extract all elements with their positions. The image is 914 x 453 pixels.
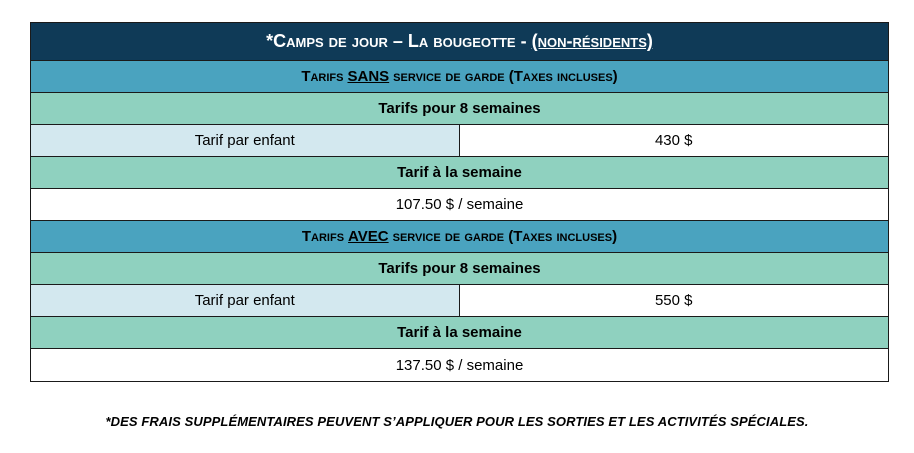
section-suffix: service de garde (Taxes incluses) <box>393 68 618 85</box>
weekly-value: 137.50 $ / semaine <box>395 356 524 374</box>
weekly-header <box>31 317 888 349</box>
rate-value: 430 $ <box>460 125 889 156</box>
period-header <box>31 93 888 125</box>
section-keyword: SANS <box>347 68 390 85</box>
section-prefix: Tarifs <box>301 68 344 85</box>
table-title <box>31 23 888 61</box>
section-keyword: AVEC <box>348 228 389 245</box>
section-header-with-daycare <box>31 221 888 253</box>
rate-row <box>31 125 888 157</box>
section-header-without-daycare <box>31 61 888 93</box>
rate-label: Tarif par enfant <box>31 285 460 316</box>
rate-value: 550 $ <box>460 285 889 316</box>
section-prefix: Tarifs <box>301 228 345 245</box>
period-header <box>31 253 888 285</box>
title-residency: (non-résidents) <box>531 31 653 51</box>
weekly-value: 107.50 $ / semaine <box>395 196 524 213</box>
weekly-row <box>31 189 888 221</box>
period-label: Tarifs pour 8 semaines <box>378 100 541 117</box>
title-main: *Camps de jour – La bougeotte - <box>266 31 527 51</box>
weekly-label: Tarif à la semaine <box>397 324 522 341</box>
weekly-row <box>31 349 888 381</box>
period-label: Tarifs pour 8 semaines <box>378 260 541 277</box>
pricing-table <box>30 22 889 382</box>
weekly-header <box>31 157 888 189</box>
rate-label: Tarif par enfant <box>31 125 460 156</box>
footnote: *DES FRAIS SUPPLÉMENTAIRES PEUVENT S’APPLIQUER POUR LES SORTIES ET LES ACTIVITÉS SPÉCIALES. <box>105 414 809 429</box>
section-suffix: service de garde (Taxes incluses) <box>392 228 618 245</box>
rate-row <box>31 285 888 317</box>
weekly-label: Tarif à la semaine <box>397 164 522 181</box>
